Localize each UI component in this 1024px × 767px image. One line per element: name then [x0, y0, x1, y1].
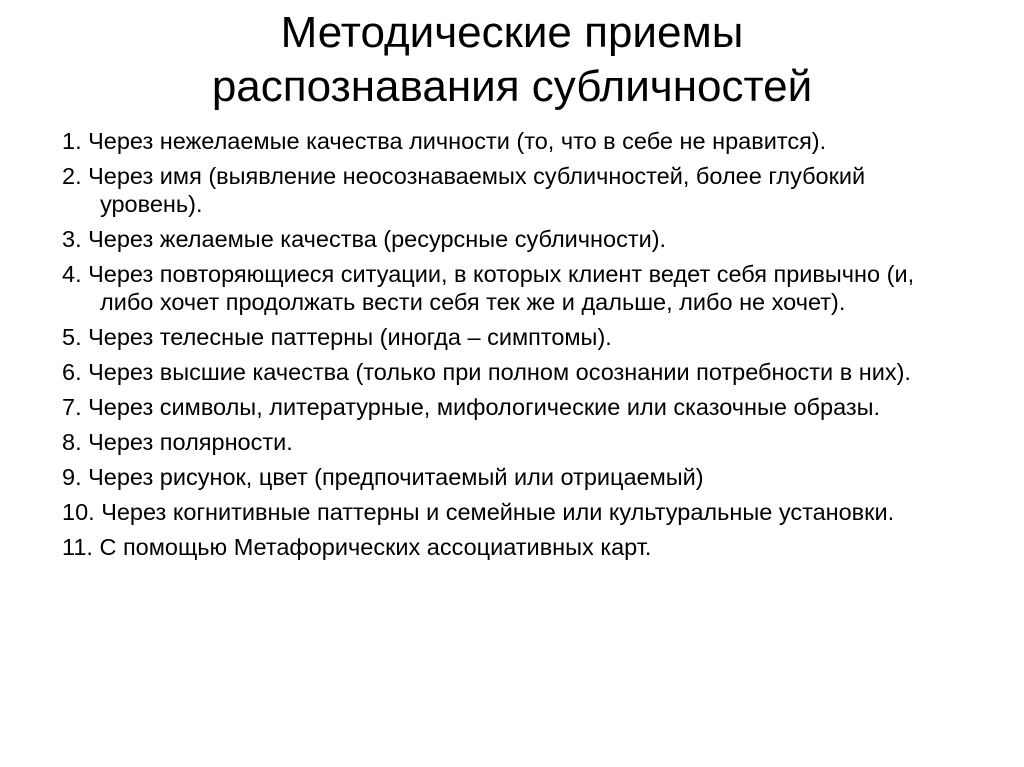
slide-title	[60, 6, 964, 114]
list-item: 8. Через полярности.	[62, 429, 293, 455]
list-item: 4. Через повторяющиеся ситуации, в которых клиент ведет себя привычно (и, либо хочет продолжать вести себя тек же и дальше, либо не хочет).	[62, 261, 915, 315]
list-item: 9. Через рисунок, цвет (предпочитаемый или отрицаемый)	[62, 464, 704, 490]
list-item: 10. Через когнитивные паттерны и семейные или культуральные установки.	[62, 499, 895, 525]
slide-title-line-2: распознавания субличностей	[211, 62, 813, 111]
list-item: 5. Через телесные паттерны (иногда – симптомы).	[62, 324, 612, 350]
list-item: 11. С помощью Метафорических ассоциативных карт.	[62, 534, 652, 560]
list-item: 2. Через имя (выявление неосознаваемых субличностей, более глубокий уровень).	[62, 163, 866, 217]
list-item: 3. Через желаемые качества (ресурсные субличности).	[62, 226, 667, 252]
list-item: 1. Через нежелаемые качества личности (то, что в себе не нравится).	[62, 128, 827, 154]
slide-title-line-1: Методические приемы	[280, 8, 744, 57]
methods-list	[62, 127, 972, 568]
list-item: 7. Через символы, литературные, мифологические или сказочные образы.	[62, 394, 881, 420]
list-item: 6. Через высшие качества (только при полном осознании потребности в них).	[62, 359, 911, 385]
